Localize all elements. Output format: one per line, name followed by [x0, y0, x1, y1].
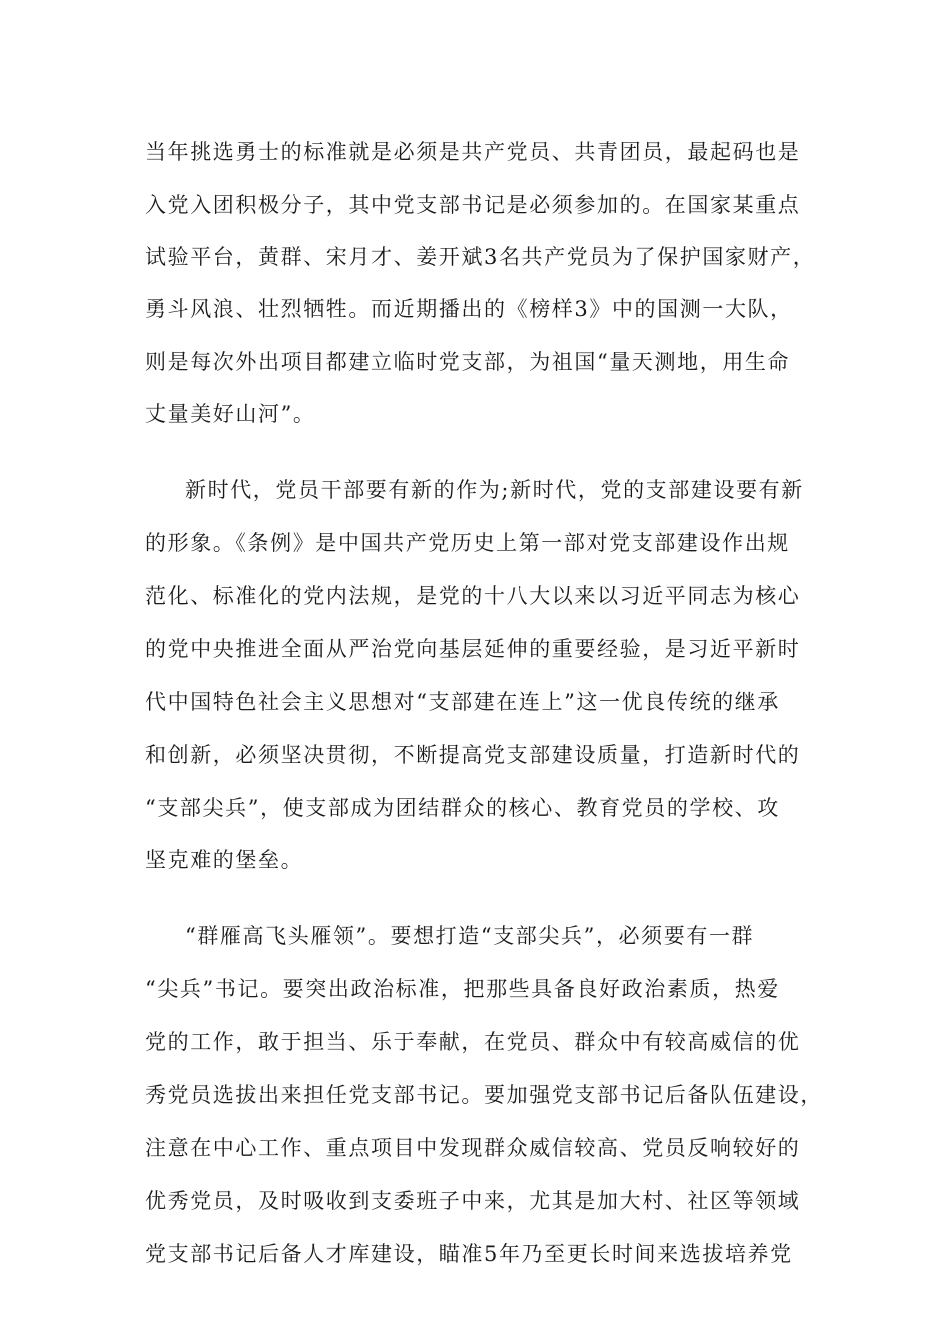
text-line: 代中国特色社会主义思想对“支部建在连上”这一优良传统的继承 [145, 690, 780, 714]
text-line: 坚克难的堡垒。 [145, 848, 304, 872]
text-line: 的党中央推进全面从严治党向基层延伸的重要经验，是习近平新时 [145, 637, 801, 661]
text-line: 则是每次外出项目都建立临时党支部，为祖国“量天测地，用生命 [145, 350, 791, 374]
text-line: 入党入团积极分子，其中党支部书记是必须参加的。在国家某重点 [145, 193, 801, 217]
text-line: 范化、标准化的党内法规，是党的十八大以来以习近平同志为核心 [145, 584, 801, 608]
text-line: “支部尖兵”，使支部成为团结群众的核心、教育党员的学校、攻 [145, 796, 780, 820]
text-line: 丈量美好山河”。 [145, 402, 316, 426]
text-line: 秀党员选拔出来担任党支部书记。要加强党支部书记后备队伍建设， [145, 1083, 823, 1107]
text-line: “尖兵”书记。要突出政治标准，把那些具备良好政治素质，热爱 [145, 977, 780, 1001]
text-line: 勇斗风浪、壮烈牺牲。而近期播出的《榜样3》中的国测一大队， [145, 297, 793, 321]
text-line: 试验平台，黄群、宋月才、姜开斌3名共产党员为了保护国家财产， [145, 245, 816, 269]
text-line: 的形象。《条例》是中国共产党历史上第一部对党支部建设作出规 [145, 531, 790, 555]
text-line: 优秀党员，及时吸收到支委班子中来，尤其是加大村、社区等领域 [145, 1189, 801, 1213]
text-line: 党支部书记后备人才库建设，瞄准5年乃至更长时间来选拔培养党 [145, 1242, 793, 1266]
text-line: “群雁高飞头雁领”。要想打造“支部尖兵”，必须要有一群 [185, 924, 755, 948]
text-line: 注意在中心工作、重点项目中发现群众威信较高、党员反响较好的 [145, 1136, 801, 1160]
text-line: 和创新，必须坚决贯彻，不断提高党支部建设质量，打造新时代的 [145, 743, 801, 767]
text-line: 当年挑选勇士的标准就是必须是共产党员、共青团员，最起码也是 [145, 140, 801, 164]
text-line: 新时代，党员干部要有新的作为;新时代，党的支部建设要有新 [185, 478, 804, 502]
text-line: 党的工作，敢于担当、乐于奉献，在党员、群众中有较高威信的优 [145, 1030, 801, 1054]
